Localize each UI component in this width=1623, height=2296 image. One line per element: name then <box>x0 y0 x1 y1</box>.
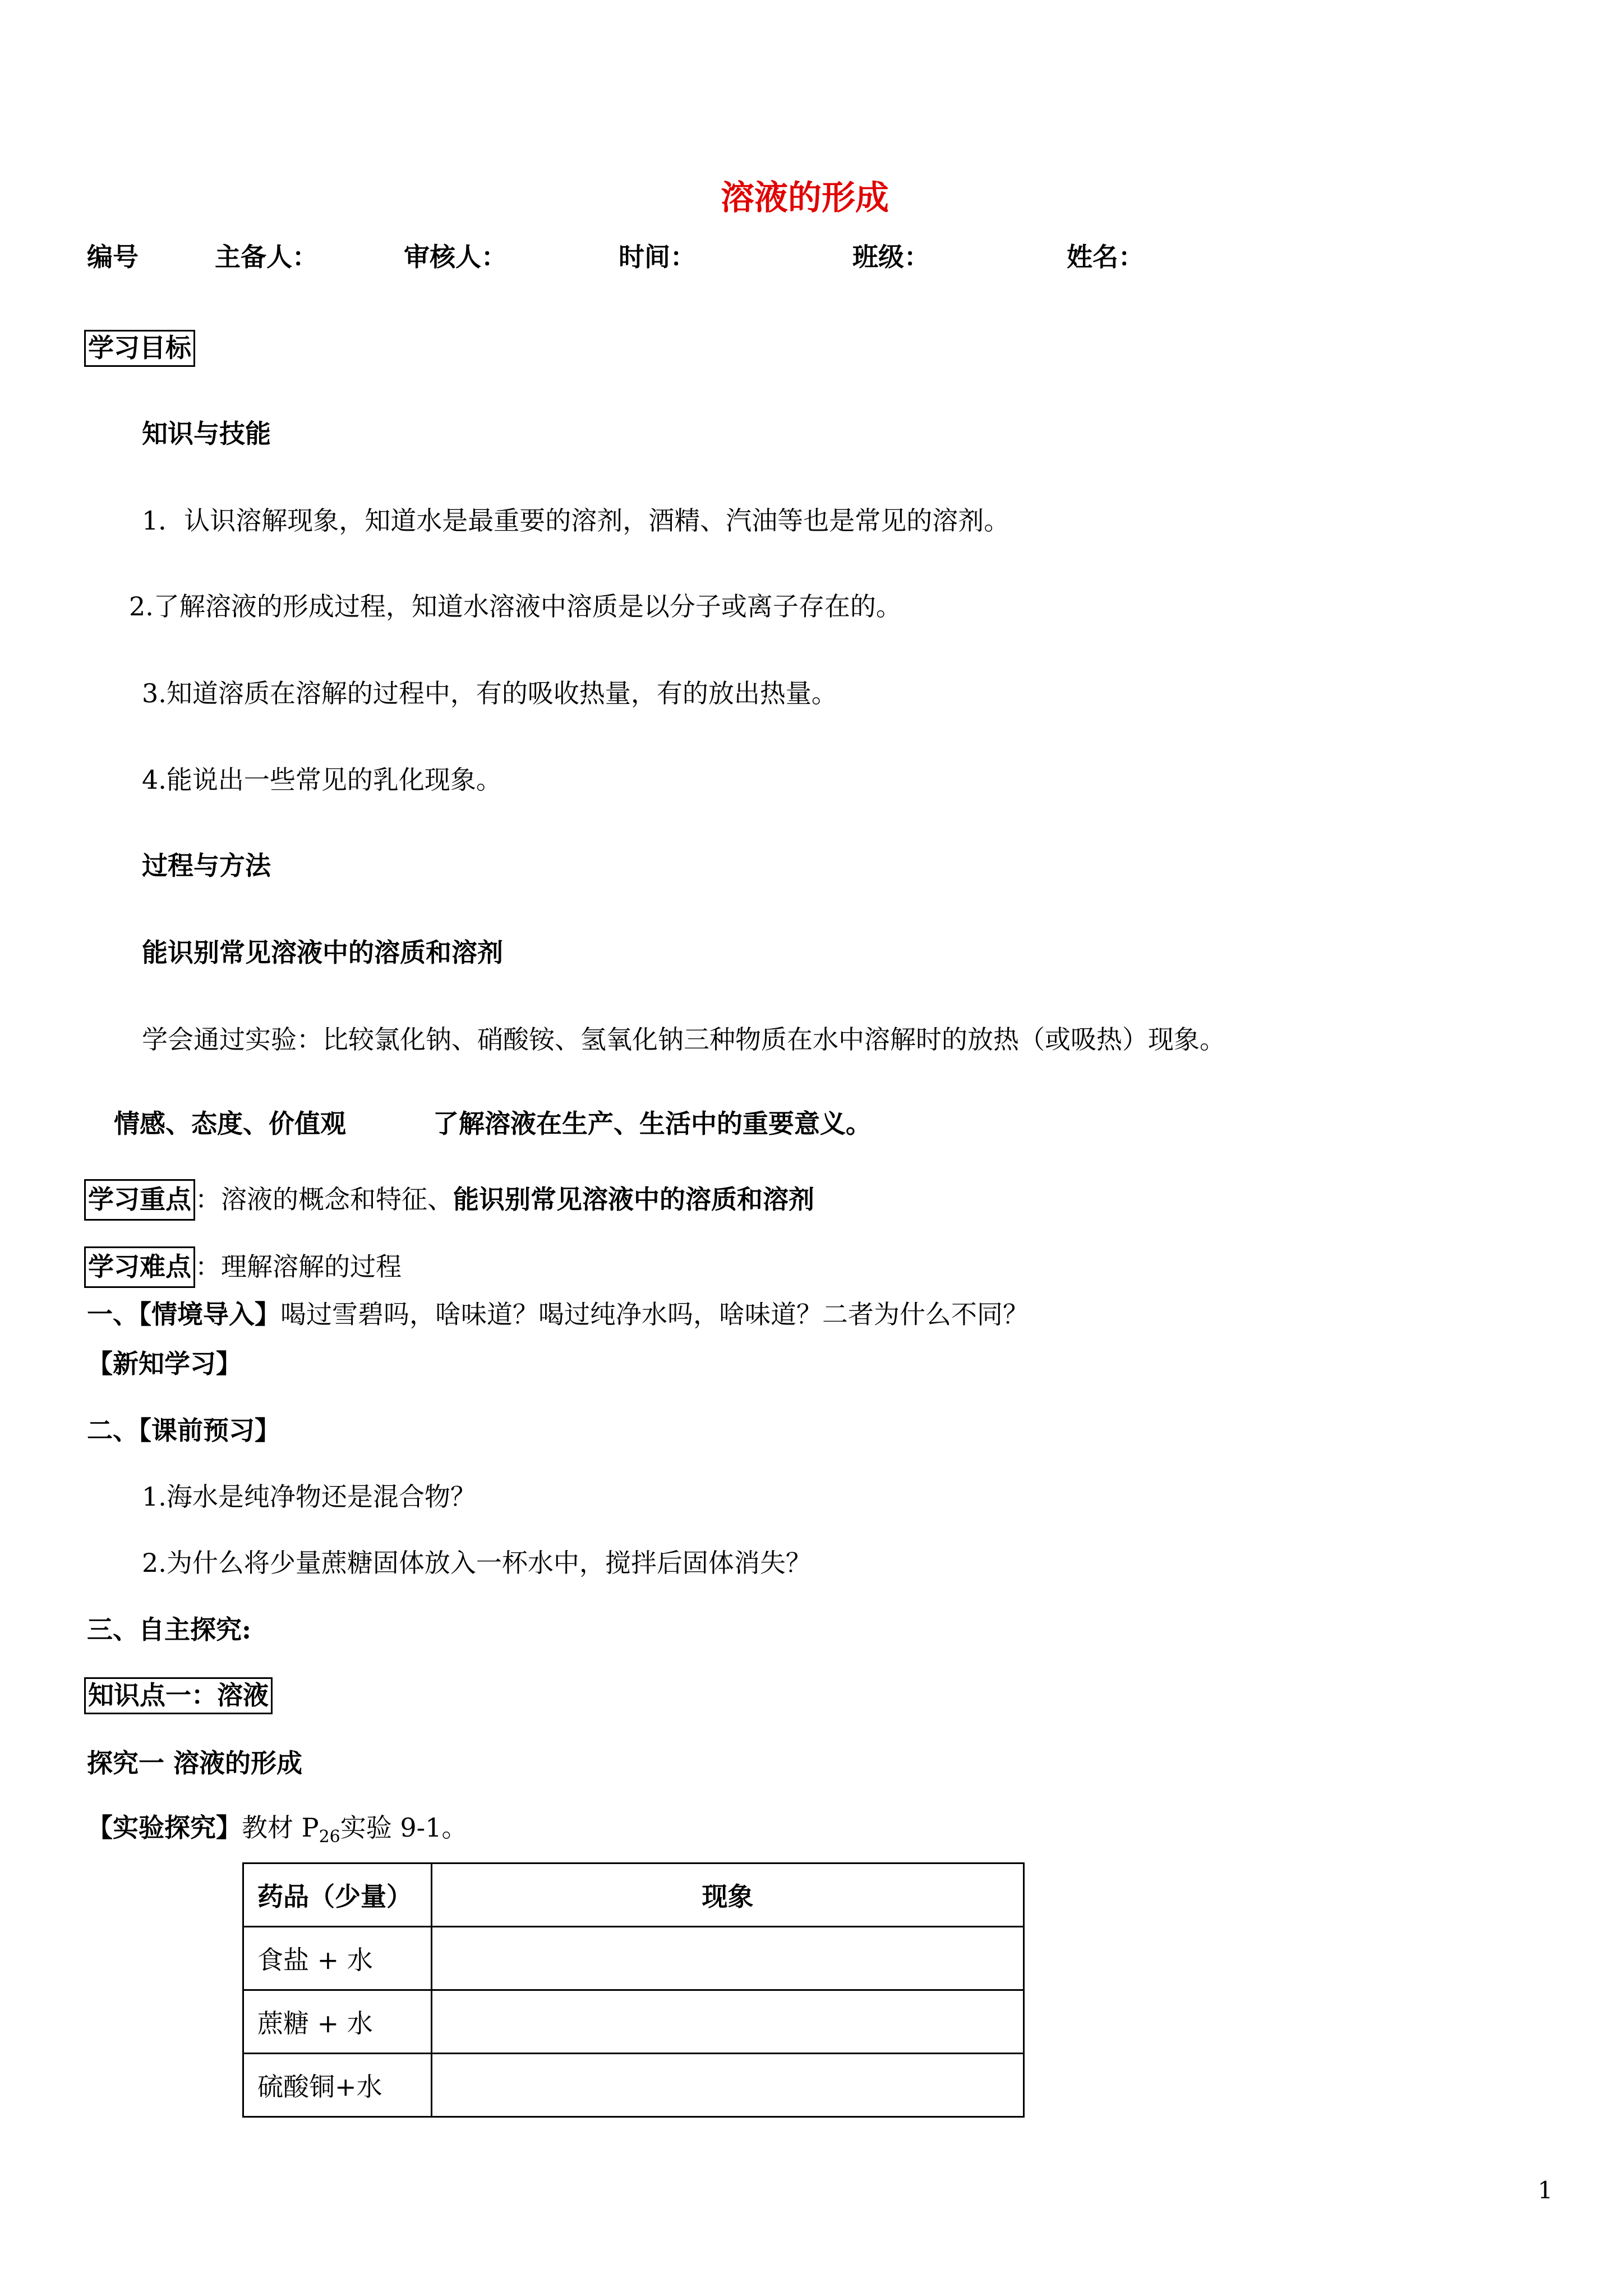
inquiry-heading: 探究一 溶液的形成 <box>87 1748 303 1778</box>
table-row <box>243 1927 1024 1990</box>
table-cell-reagent: 蔗糖 + 水 <box>243 1990 432 2054</box>
table-cell-phenomenon <box>432 2054 1024 2117</box>
key-points-label: 学习重点 <box>84 1179 195 1221</box>
experiment-text-post: 实验 9-1。 <box>340 1812 468 1843</box>
header-reviewer: 审核人： <box>404 242 507 272</box>
values-heading: 情感、态度、价值观 <box>114 1108 346 1139</box>
header-class: 班级： <box>852 242 930 272</box>
table-header-reagent: 药品（少量） <box>243 1864 432 1927</box>
header-name: 姓名： <box>1067 242 1144 272</box>
process-heading: 过程与方法 <box>142 850 271 881</box>
preview-item-2: 2.为什么将少量蔗糖固体放入一杯水中，搅拌后固体消失？ <box>142 1548 811 1578</box>
experiment-text-pre: 教材 P <box>242 1812 319 1843</box>
section1-line <box>87 1301 1029 1327</box>
table-cell-reagent: 硫酸铜+水 <box>243 2054 432 2117</box>
objective-item-1: 1．认识溶解现象，知道水是最重要的溶剂，酒精、汽油等也是常见的溶剂。 <box>142 505 1010 536</box>
section2-heading: 二、【课前预习】 <box>87 1415 280 1446</box>
new-knowledge-heading: 【新知学习】 <box>87 1349 242 1379</box>
header-preparer: 主备人： <box>215 242 318 272</box>
knowledge-point-label: 知识点一：溶液 <box>84 1677 273 1714</box>
key-points-line <box>84 1186 814 1212</box>
knowledge-heading: 知识与技能 <box>142 418 271 449</box>
experiment-label: 【实验探究】 <box>87 1812 242 1843</box>
key-points-text: ：溶液的概念和特征、 <box>195 1184 453 1214</box>
objective-item-4: 4.能说出一些常见的乳化现象。 <box>142 765 502 795</box>
table-row <box>243 1990 1024 2054</box>
experiment-table <box>242 1862 1025 2118</box>
page-number: 1 <box>1538 2177 1553 2204</box>
key-points-bold: 能识别常见溶液中的溶质和溶剂 <box>453 1184 814 1214</box>
header-number: 编号 <box>87 242 139 272</box>
section1-heading: 一、【情境导入】 <box>87 1299 280 1329</box>
table-cell-phenomenon <box>432 1990 1024 2054</box>
page-title: 溶液的形成 <box>721 178 889 218</box>
preview-item-1: 1.海水是纯净物还是混合物？ <box>142 1481 476 1512</box>
section1-text: 喝过雪碧吗，啥味道？喝过纯净水吗，啥味道？二者为什么不同？ <box>280 1299 1029 1329</box>
difficulties-text: ：理解溶解的过程 <box>195 1251 402 1282</box>
section3-heading: 三、自主探究: <box>87 1614 251 1645</box>
table-row <box>243 2054 1024 2117</box>
process-bold-text: 能识别常见溶液中的溶质和溶剂 <box>142 937 503 968</box>
values-text: 了解溶液在生产、生活中的重要意义。 <box>433 1108 872 1139</box>
table-cell-reagent: 食盐 + 水 <box>243 1927 432 1990</box>
difficulties-label: 学习难点 <box>84 1246 195 1288</box>
experiment-subscript: 26 <box>319 1827 340 1847</box>
difficulties-line <box>84 1251 402 1282</box>
objectives-heading: 学习目标 <box>84 330 195 367</box>
objective-item-3: 3.知道溶质在溶解的过程中，有的吸收热量，有的放出热量。 <box>142 678 837 708</box>
experiment-line <box>87 1812 468 1847</box>
table-cell-phenomenon <box>432 1927 1024 1990</box>
objective-item-2: 2.了解溶液的形成过程，知道水溶液中溶质是以分子或离子存在的。 <box>129 591 902 622</box>
process-text: 学会通过实验：比较氯化钠、硝酸铵、氢氧化钠三种物质在水中溶解时的放热（或吸热）现象。 <box>142 1024 1225 1055</box>
table-header-row <box>243 1864 1024 1927</box>
header-time: 时间： <box>619 242 696 272</box>
table-header-phenomenon: 现象 <box>432 1864 1024 1927</box>
